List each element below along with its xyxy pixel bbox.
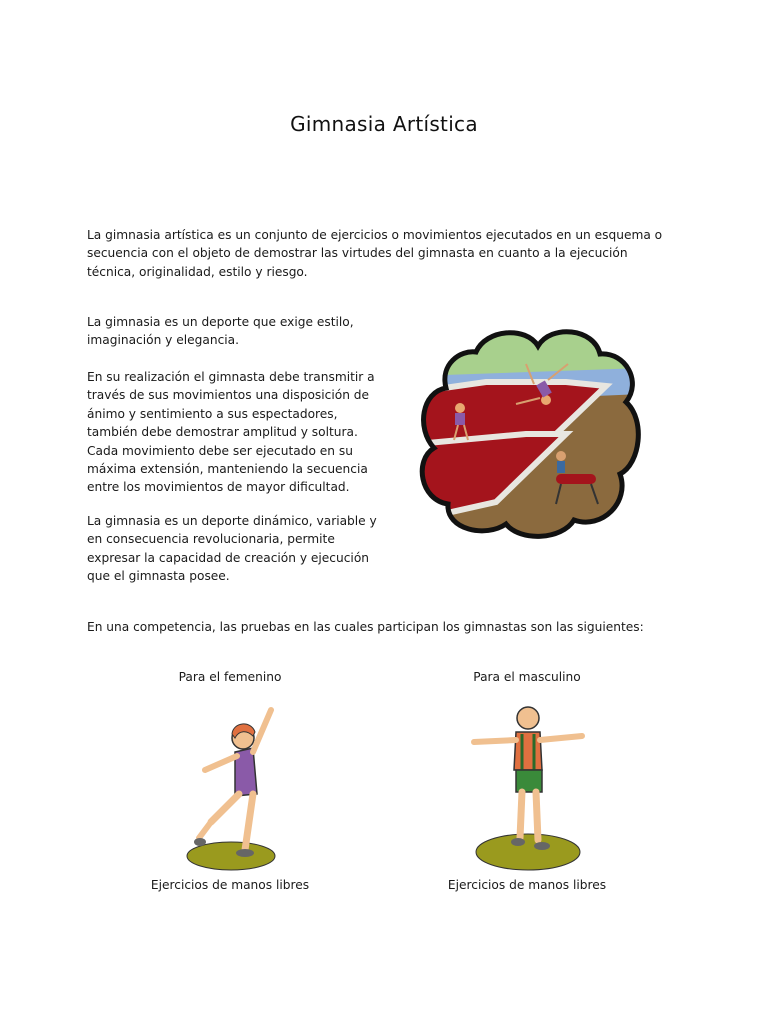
- male-caption: Ejercicios de manos libres: [447, 878, 607, 892]
- female-gymnast-illustration: [183, 700, 283, 880]
- female-caption: Ejercicios de manos libres: [150, 878, 310, 892]
- execution-paragraph: En su realización el gimnasta debe transmitir a través de sus movimientos una disposición de ánimo y sentimiento a sus espectadores, también debe demostrar amplitud y soltura. Cada movimiento debe ser ejecutado en su máxima extensión, manteniendo la secuencia entre los movimientos de mayor dificultad.: [87, 370, 375, 495]
- male-heading: Para el masculino: [473, 670, 581, 684]
- female-heading: Para el femenino: [178, 670, 282, 684]
- style-paragraph: La gimnasia es un deporte que exige estilo, imaginación y elegancia.: [87, 315, 354, 348]
- page-title: Gimnasia Artística: [290, 112, 478, 136]
- dynamic-paragraph: La gimnasia es un deporte dinámico, variable y en consecuencia revolucionaria, permite expresar la capacidad de creación y ejecución que el gimnasta posee.: [87, 514, 377, 584]
- male-gymnast-illustration: [470, 700, 590, 880]
- gymnastics-floor-illustration: [416, 324, 642, 540]
- intro-paragraph: La gimnasia artística es un conjunto de ejercicios o movimientos ejecutados en un esquema o secuencia con el objeto de demostrar las virtudes del gimnasta en cuanto a la ejecución técnica, originalidad, estilo y riesgo.: [87, 228, 663, 279]
- competition-paragraph: En una competencia, las pruebas en las cuales participan los gimnastas son las siguientes:: [87, 620, 644, 634]
